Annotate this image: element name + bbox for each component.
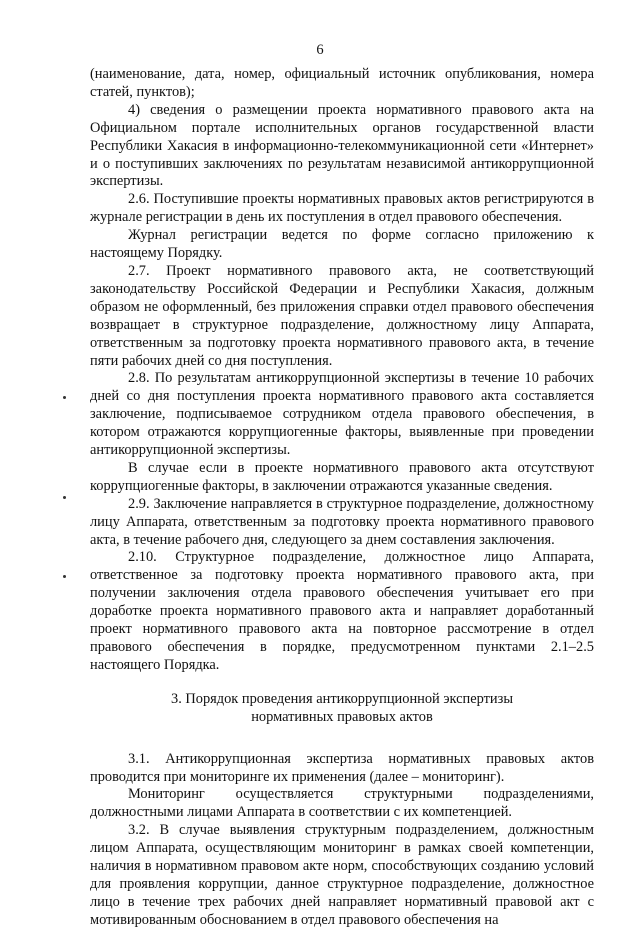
section-heading xyxy=(90,691,594,727)
paragraphs-before-heading xyxy=(90,66,594,675)
paragraph: (наименование, дата, номер, официальный источник опубликования, номера статей, пунктов); xyxy=(90,66,594,100)
paragraph: 2.6. Поступившие проекты нормативных правовых актов регистрируются в журнале регистрации в день их поступления в отдел правового обеспечения. xyxy=(90,191,594,226)
page-number: 6 xyxy=(316,42,324,58)
section-heading-line-2: нормативных правовых актов xyxy=(251,708,433,725)
paragraph: 2.9. Заключение направляется в структурное подразделение, должностному лицу Аппарата, ответственным за подготовку проекта нормативного правового акта, в течение рабочего дня, следующего за днем составления заключения. xyxy=(90,495,594,548)
paragraph: 2.7. Проект нормативного правового акта, не соответствующий законодательству Российской Федерации и Республики Хакасия, должным образом не оформленный, без приложения справки отдел правового обеспечения возвращает в структурное подразделение, должностному лицу Аппарата, ответственным за подготовку проекта нормативного правового акта, в течение пяти рабочих дней со дня поступления. xyxy=(90,262,594,369)
scan-speck xyxy=(63,496,66,499)
document-body xyxy=(90,66,594,930)
paragraph: 2.10. Структурное подразделение, должностное лицо Аппарата, ответственное за подготовку проекта нормативного правового акта, при получении заключения отдела правового обеспечения учитывает его при доработке проекта нормативного правового акта и направляет доработанный проект нормативного правового акта на повторное рассмотрение в отдел правового обеспечения в порядке, предусмотренном пунктами 2.1–2.5 настоящего Порядка. xyxy=(90,549,594,673)
paragraph: 3.1. Антикоррупционная экспертиза нормативных правовых актов проводится при мониторинге их применения (далее – мониторинг). xyxy=(90,750,594,785)
paragraph: 4) сведения о размещении проекта нормативного правового акта на Официальном портале исполнительных органов государственной власти Республики Хакасия в информационно-телекоммуникационной сети «Интернет» и о поступивших заключениях по результатам независимой антикоррупционной экспертизы. xyxy=(90,101,594,190)
paragraph: 3.2. В случае выявления структурным подразделением, должностным лицом Аппарата, осуществляющим мониторинг в рамках своей компетенции, наличия в нормативном правовом акте норм, способствующих созданию условий для проявления коррупции, данное структурное подразделение, должностное лицо в течение трех рабочих дней направляет нормативный правовой акт с мотивированным обоснованием в отдел правового обеспечения на xyxy=(90,822,594,928)
section-heading-line-1: 3. Порядок проведения антикоррупционной экспертизы xyxy=(171,690,513,707)
paragraph: 2.8. По результатам антикоррупционной экспертизы в течение 10 рабочих дней со дня поступления проекта нормативного правового акта составляется заключение, подписываемое сотрудником отдела правового обеспечения, в котором отражаются коррупциогенные факторы, выявленные при проведении антикоррупционной экспертизы. xyxy=(90,370,594,459)
paragraph: В случае если в проекте нормативного правового акта отсутствуют коррупциогенные факторы, в заключении отражаются указанные сведения. xyxy=(90,459,594,494)
paragraph: Журнал регистрации ведется по форме согласно приложению к настоящему Порядку. xyxy=(90,227,594,262)
scan-speck xyxy=(63,396,66,399)
paragraphs-after-heading xyxy=(90,751,594,930)
paragraph: Мониторинг осуществляется структурными подразделениями, должностными лицами Аппарата в соответствии с их компетенцией. xyxy=(90,786,594,821)
scan-speck xyxy=(63,575,66,578)
